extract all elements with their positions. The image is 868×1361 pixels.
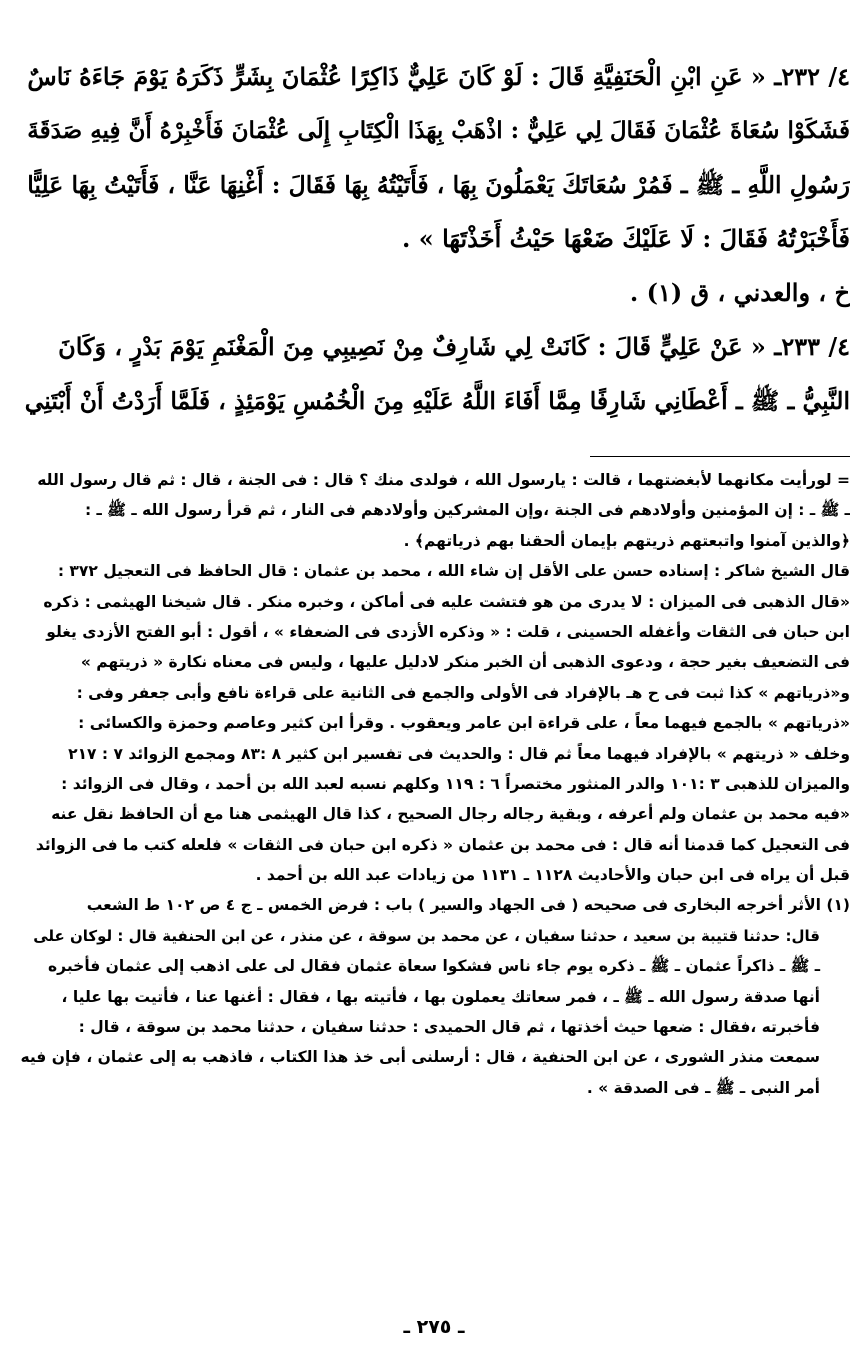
hadith-line: ٤/ ٢٣٢ـ « عَنِ ابْنِ الْحَنَفِيَّةِ قَالَ : لَوْ كَانَ عَلِيٌّ ذَاكِرًا عُثْمَانَ بِشَرٍّ ذَكَرَهُ يَوْمَ جَاءَهُ نَاسٌ <box>27 62 850 91</box>
page-number: ـ ٢٧٥ ـ <box>403 1316 465 1338</box>
footnote-line: أمر النبى ـ ﷺ ـ فى الصدقة » . <box>586 1078 820 1097</box>
footnote-line: فأخبرته ،فقال : ضعها حيث أخذتها ، ثم قال الحميدى : حدثنا سفيان ، حدثنا محمد بن سوقة ، قال : <box>78 1018 820 1037</box>
hadith-text <box>20 50 850 428</box>
footnote-line: ـ ﷺ ـ : إن المؤمنين وأولادهم فى الجنة ،وإن المشركين وأولادهم فى النار ، ثم قرأ رسول الله ـ ﷺ ـ : <box>84 501 850 520</box>
hadith-line: رَسُولِ اللَّهِ ـ ﷺ ـ فَمُرْ سُعَاتَكَ يَعْمَلُونَ بِهَا ، فَأَتَيْتُهُ بِهَا فَقَالَ : أَغْنِهَا عَنَّا ، فَأَتَيْتُ بِهَا عَلِيًّا <box>27 171 850 199</box>
footnote-line: «قال الذهبى فى الميزان : لا يدرى من هو فتشت عليه فى أماكن ، وخبره منكر . قال شيخنا الهيثمى : ذكره <box>43 592 850 611</box>
footnote-line: «ذرياتهم » بالجمع فيهما معاً ، على قراءة ابن عامر ويعقوب . وقرأ ابن كثير وعاصم وحمزة والكسائى : <box>78 714 850 733</box>
hadith-line: فَشَكَوْا سُعَاةَ عُثْمَانَ فَقَالَ لِي عَلِيٌّ : اذْهَبْ بِهَذَا الْكِتَابِ إِلَى عُثْمَانَ فَأَخْبِرْهُ أَنَّ فِيهِ صَدَقَةَ <box>27 117 850 144</box>
hadith-source-line: خ ، والعدني ، ق (١) . <box>629 278 850 307</box>
footnote-line: فى التعجيل كما قدمنا أنه قال : فى محمد بن عثمان « ذكره ابن حبان فى الثقات » فلعله كتب ما فى الزوائد <box>35 835 850 854</box>
hadith-line: ٤/ ٢٣٣ـ « عَنْ عَلِيٍّ قَالَ : كَانَتْ لِي شَارِفٌ مِنْ نَصِيبِي مِنَ الْمَغْنَمِ يَوْمَ بَدْرٍ ، وَكَانَ <box>58 332 850 361</box>
footnote-line: قبل أن يراه فى ابن حبان والأحاديث ١١٢٨ ـ ١١٣١ من زيادات عبد الله بن أحمد . <box>255 866 850 885</box>
footnote-line: سمعت منذر الشورى ، عن ابن الحنفية ، قال : أرسلنى أبى خذ هذا الكتاب ، فاذهب به إلى عثمان ، فإن فيه <box>20 1048 820 1067</box>
footnote-line: قال الشيخ شاكر : إسناده حسن على الأقل إن شاء الله ، محمد بن عثمان : قال الحافظ فى التعجيل ٣٧٢ : <box>57 562 850 581</box>
footnote-line: فى التضعيف بغير حجة ، ودعوى الذهبى أن الخبر منكر لادليل عليها ، وليس فى معناه نكارة « ذريتهم » <box>80 653 850 672</box>
hadith-line: النَّبِيُّ ـ ﷺ ـ أَعْطَانِي شَارِفًا مِمَّا أَفَاءَ اللَّهُ عَلَيْهِ مِنَ الْخُمُسِ يَوْمَئِذٍ ، فَلَمَّا أَرَدْتُ أَنْ أَبْتَنِي <box>24 387 850 415</box>
footnote-line: (١) الأثر أخرجه البخارى فى صحيحه ( فى الجهاد والسير ) باب : فرض الخمس ـ ج ٤ ص ١٠٢ ط الشعب <box>86 896 850 915</box>
footnote-divider <box>590 456 850 457</box>
footnote-line: وخلف « ذريتهم » بالإفراد فيهما معاً ثم قال : والحديث فى تفسير ابن كثير ٨ :٨٣ ومجمع الزوائد ٧ : ٢١٧ <box>68 744 850 763</box>
footnote-line: و«ذرياتهم » كذا ثبت فى ح هـ بالإفراد فى الأولى والجمع فى الثانية على قراءة نافع وأبى جعفر وفى : <box>76 683 850 702</box>
footnote-line: ابن حبان فى الثقات وأغفله الحسينى ، قلت : « وذكره الأزدى فى الضعفاء » ، أقول : أبو الفتح الأزدى يغلو <box>46 622 850 641</box>
footnote-line: ﴿والذين آمنوا واتبعتهم ذريتهم بإيمان ألحقنا بهم ذرياتهم﴾ . <box>403 531 850 550</box>
footnote-line: = لورأيت مكانهما لأبغضتهما ، قالت : يارسول الله ، فولدى منك ؟ قال : فى الجنة ، قال : ثم قال رسول الله <box>37 471 850 489</box>
document-page <box>20 50 850 1103</box>
footnote-line: «فيه محمد بن عثمان ولم أعرفه ، وبقية رجاله رجال الصحيح ، كذا قال الهيثمى هنا مع أن الحافظ نقل عنه <box>51 805 850 824</box>
footnotes <box>20 465 850 1103</box>
footnote-line: والميزان للذهبى ٣ :١٠١ والدر المنثور مختصراً ٦ : ١١٩ وكلهم نسبه لعبد الله بن أحمد ، وقال فى الزوائد : <box>61 774 850 793</box>
footnote-line: أنها صدقة رسول الله ـ ﷺ ـ ، فمر سعاتك يعملون بها ، فأتيته بها ، فقال : أغنها عنا ، فأتيت بها عليا ، <box>61 987 820 1006</box>
footnote-line: ـ ﷺ ـ ذاكراً عثمان ـ ﷺ ـ ذكره يوم جاء ناس فشكوا سعاة عثمان فقال لى على اذهب إلى عثمان فأخبره <box>48 957 820 976</box>
hadith-line: فَأَخْبَرْتُهُ فَقَالَ : لَا عَلَيْكَ ضَعْهَا حَيْثُ أَخَذْتَهَا » . <box>402 224 850 253</box>
footnote-line: قال: حدثنا قتيبة بن سعيد ، حدثنا سفيان ، عن محمد بن سوقة ، عن منذر ، عن ابن الحنفية قال : لوكان على <box>33 926 820 945</box>
